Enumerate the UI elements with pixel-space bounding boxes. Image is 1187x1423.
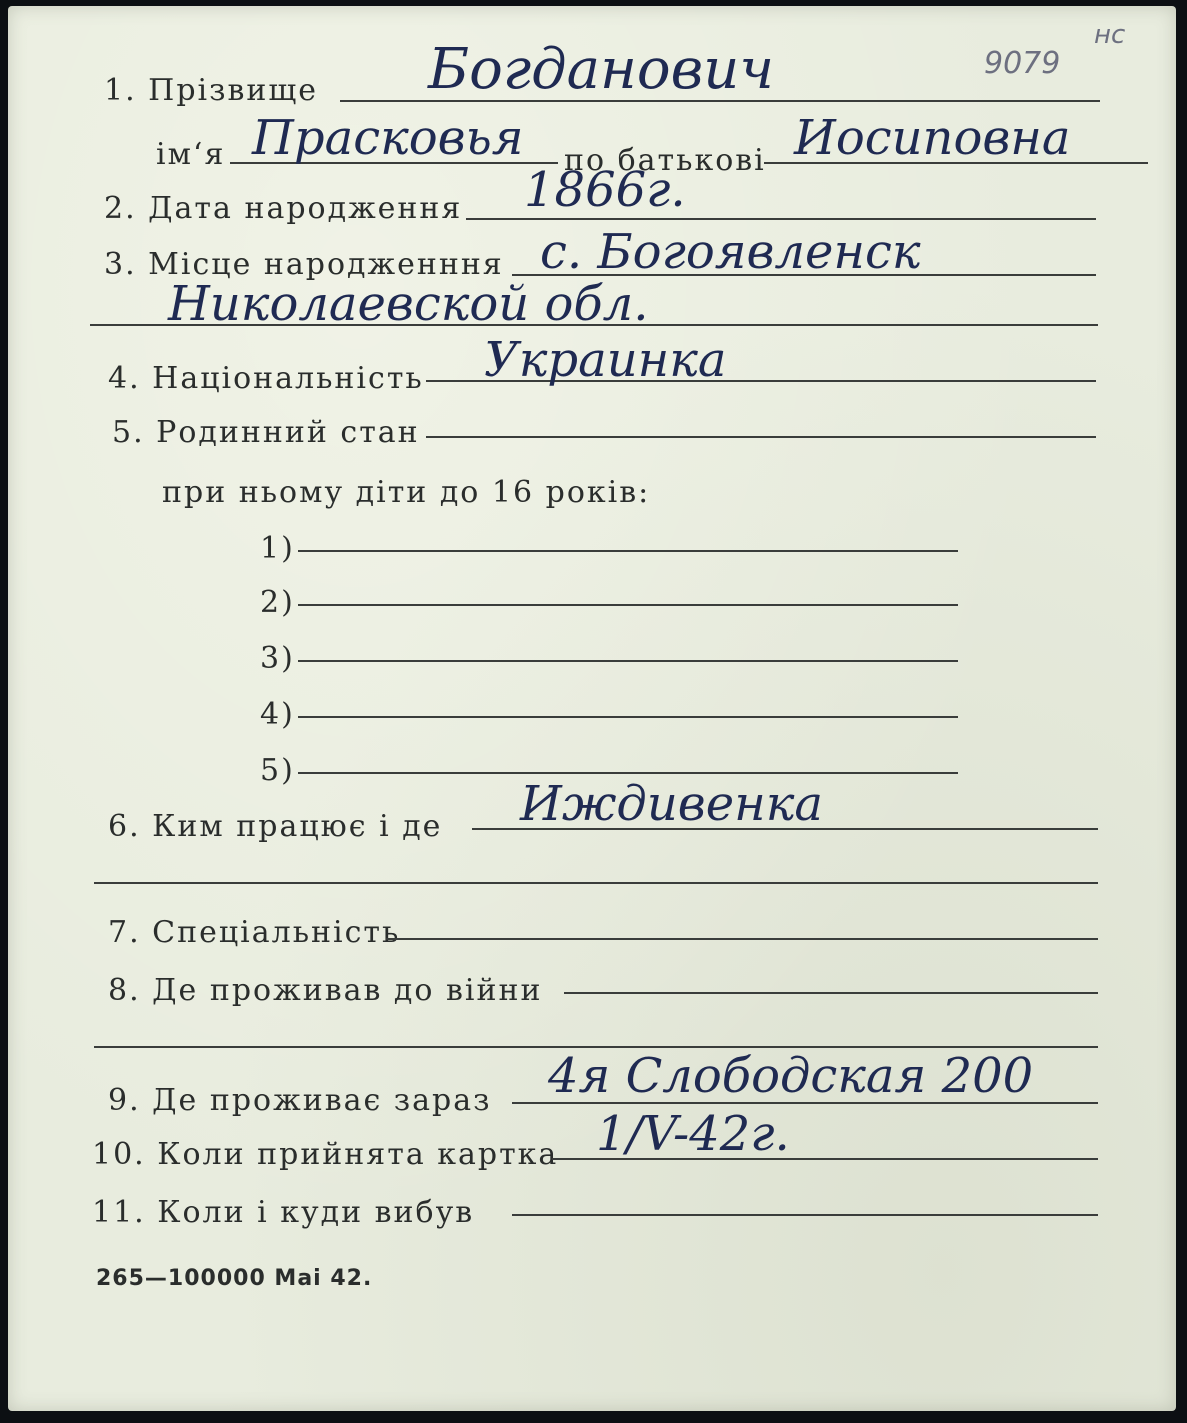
patronymic-entry: Иосиповна	[794, 110, 1071, 166]
children-label: при ньому діти до 16 років:	[162, 475, 651, 510]
first-name-entry: Прасковья	[252, 110, 524, 166]
birth-place-entry-1: с. Богоявленск	[540, 224, 921, 280]
child-1-line	[298, 550, 958, 552]
child-4-line	[298, 716, 958, 718]
departure-label: 11. Коли і куди вибув	[92, 1195, 475, 1230]
occupation-line-2	[94, 882, 1098, 884]
corner-number: 9079	[984, 46, 1061, 81]
print-code: 265—100000 Mai 42.	[96, 1266, 373, 1291]
child-2-line	[298, 604, 958, 606]
current-residence-label: 9. Де проживає зараз	[108, 1083, 492, 1118]
speciality-line	[386, 938, 1098, 940]
birth-place-label: 3. Місце народженння	[104, 247, 504, 282]
child-2-label: 2)	[260, 585, 295, 620]
patronymic-label: по батькові	[564, 143, 766, 178]
birth-place-entry-2: Николаевской обл.	[168, 276, 649, 332]
current-residence-entry: 4я Слободская 200	[548, 1048, 1034, 1104]
prewar-residence-line	[564, 992, 1098, 994]
occupation-label: 6. Ким працює і де	[108, 809, 443, 844]
departure-line	[512, 1214, 1098, 1216]
first-name-label: ім‘я	[156, 137, 226, 172]
surname-label: 1. Прізвище	[104, 73, 319, 108]
registration-card	[8, 6, 1176, 1411]
marital-status-label: 5. Родинний стан	[112, 415, 420, 450]
occupation-entry: Иждивенка	[520, 776, 823, 832]
child-3-line	[298, 660, 958, 662]
birth-date-entry: 1866г.	[524, 162, 686, 218]
child-5-label: 5)	[260, 753, 295, 788]
surname-entry: Богданович	[428, 37, 775, 102]
corner-mark: нс	[1094, 20, 1126, 50]
child-3-label: 3)	[260, 641, 295, 676]
child-1-label: 1)	[260, 531, 295, 566]
birth-date-label: 2. Дата народження	[104, 191, 463, 226]
birth-date-line	[466, 218, 1096, 220]
speciality-label: 7. Спеціальність	[108, 915, 401, 950]
nationality-label: 4. Національність	[108, 361, 424, 396]
child-4-label: 4)	[260, 697, 295, 732]
card-accepted-entry: 1/V-42г.	[596, 1106, 790, 1162]
marital-status-line	[426, 436, 1096, 438]
prewar-residence-label: 8. Де проживав до війни	[108, 973, 543, 1008]
nationality-entry: Украинка	[484, 332, 727, 388]
card-accepted-label: 10. Коли прийнята картка	[92, 1137, 559, 1172]
child-5-line	[298, 772, 958, 774]
